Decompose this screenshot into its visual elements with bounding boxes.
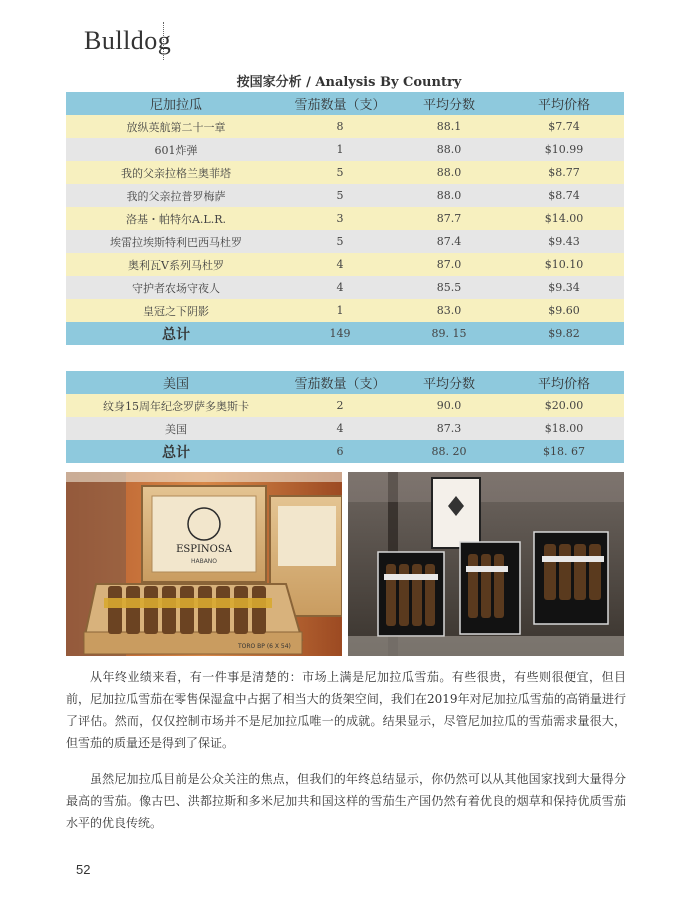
- cigar-price: $10.10: [544, 258, 584, 271]
- cigar-price: $20.00: [544, 399, 584, 412]
- header-country: 美国: [162, 377, 189, 392]
- section-title: 按国家分析 / Analysis By Country: [236, 75, 462, 90]
- cigar-price: $9.60: [548, 304, 580, 317]
- cigar-count: 4: [336, 281, 344, 294]
- total-price: $18. 67: [543, 445, 585, 458]
- header-score: 平均分数: [422, 98, 475, 113]
- cigar-score: 88.0: [436, 166, 462, 179]
- cigar-count: 5: [336, 189, 344, 202]
- vitola-tag: TORO BP (6 X 54): [238, 643, 291, 650]
- table-row: [66, 161, 624, 184]
- table-row: [66, 138, 624, 161]
- table-row: [66, 276, 624, 299]
- cigar-count: 4: [336, 258, 344, 271]
- total-label: 总计: [162, 326, 190, 343]
- table-row: [66, 207, 624, 230]
- cigar-score: 88.0: [436, 189, 462, 202]
- cigar-count: 1: [336, 143, 344, 156]
- body-paragraph-2: 虽然尼加拉瓜目前是公众关注的焦点，但我们的年终总结显示，你仍然可以从其他国家找到大量得分最高的雪茄。像古巴、洪都拉斯和多米尼加共和国这样的雪茄生产国仍然有着优良的烟草和保持优质雪茄水平的优良传统。: [66, 772, 626, 830]
- table-total-row: [66, 322, 624, 345]
- display-case-photo: [348, 472, 624, 656]
- cigar-score: 88.1: [436, 120, 462, 133]
- table-row: [66, 394, 624, 417]
- cigar-price: $8.74: [548, 189, 580, 202]
- cigar-count: 1: [336, 304, 344, 317]
- cigar-count: 5: [336, 235, 344, 248]
- table-row: [66, 184, 624, 207]
- table-row: [66, 299, 624, 322]
- cigar-name: 守护者农场守夜人: [132, 281, 220, 295]
- page-number: 52: [76, 862, 91, 877]
- header-country: 尼加拉瓜: [149, 98, 202, 113]
- table-row: [66, 417, 624, 440]
- cigar-price: $18.00: [544, 422, 584, 435]
- cigar-price: $14.00: [544, 212, 584, 225]
- cigar-score: 87.4: [436, 235, 462, 248]
- table-header-row: [66, 92, 624, 115]
- table-row: [66, 115, 624, 138]
- cigar-score: 90.0: [436, 399, 462, 412]
- cigar-name: 皇冠之下阴影: [143, 304, 209, 318]
- cigar-name: 埃雷拉埃斯特利巴西马杜罗: [110, 235, 242, 249]
- table-row: [66, 253, 624, 276]
- header-count: 雪茄数量（支）: [294, 377, 386, 392]
- total-count: 6: [336, 445, 344, 458]
- total-score: 89. 15: [431, 327, 467, 340]
- cigar-count: 8: [336, 120, 344, 133]
- display-case-illustration: [348, 472, 624, 656]
- cigar-count: 2: [336, 399, 344, 412]
- cigar-score: 88.0: [436, 143, 462, 156]
- cigar-name: 我的父亲拉格兰奥菲塔: [121, 166, 231, 180]
- cigar-price: $9.34: [548, 281, 580, 294]
- cigar-score: 87.7: [436, 212, 462, 225]
- cigar-score: 83.0: [436, 304, 462, 317]
- nicaragua-table: [66, 92, 624, 345]
- cigar-name: 洛基・帕特尔A.L.R.: [125, 212, 227, 226]
- cigar-name: 奥利瓦V系列马杜罗: [128, 258, 224, 272]
- cigar-box-photo: [66, 472, 342, 656]
- brand-title: Bulldog: [84, 26, 172, 55]
- table-total-row: [66, 440, 624, 463]
- cigar-name: 美国: [165, 422, 187, 436]
- cigar-name: 我的父亲拉普罗梅萨: [126, 189, 226, 203]
- cigar-price: $9.43: [548, 235, 580, 248]
- body-paragraph-1: 从年终业绩来看，有一件事是清楚的：市场上满是尼加拉瓜雪茄。有些很贵，有些则很便宜，但目前，尼加拉瓜雪茄在零售保湿盒中占据了相当大的货架空间，我们在2019年对尼加拉瓜雪茄的高销量进行了评估。然而，仅仅控制市场并不是尼加拉瓜唯一的成就。结果显示，尽管尼加拉瓜的雪茄需求量很大，但雪茄的质量还是得到了保证。: [66, 670, 626, 750]
- header-price: 平均价格: [537, 98, 590, 113]
- cigar-name: 放纵英航第二十一章: [126, 120, 226, 134]
- header-score: 平均分数: [422, 377, 475, 392]
- habano-text: HABANO: [190, 558, 218, 565]
- espinosa-logo-text: ESPINOSA: [176, 544, 232, 555]
- cigar-price: $8.77: [548, 166, 580, 179]
- total-score: 88. 20: [431, 445, 467, 458]
- cigar-score: 85.5: [436, 281, 462, 294]
- header-count: 雪茄数量（支）: [294, 98, 386, 113]
- table-header-row: [66, 371, 624, 394]
- total-price: $9.82: [548, 327, 580, 340]
- cigar-price: $10.99: [544, 143, 584, 156]
- cigar-score: 87.0: [436, 258, 462, 271]
- cigar-count: 4: [336, 422, 344, 435]
- cigar-price: $7.74: [548, 120, 580, 133]
- total-count: 149: [329, 327, 351, 340]
- usa-table: [66, 371, 624, 463]
- table-row: [66, 230, 624, 253]
- brand-divider: [163, 22, 164, 60]
- photo-strip: [66, 472, 624, 656]
- cigar-count: 3: [336, 212, 344, 225]
- cigar-box-illustration: [66, 472, 342, 656]
- header-price: 平均价格: [537, 377, 590, 392]
- cigar-name: 纹身15周年纪念罗萨多奥斯卡: [103, 399, 249, 413]
- total-label: 总计: [162, 444, 190, 461]
- cigar-name: 601炸弹: [154, 143, 198, 157]
- cigar-score: 87.3: [436, 422, 462, 435]
- cigar-count: 5: [336, 166, 344, 179]
